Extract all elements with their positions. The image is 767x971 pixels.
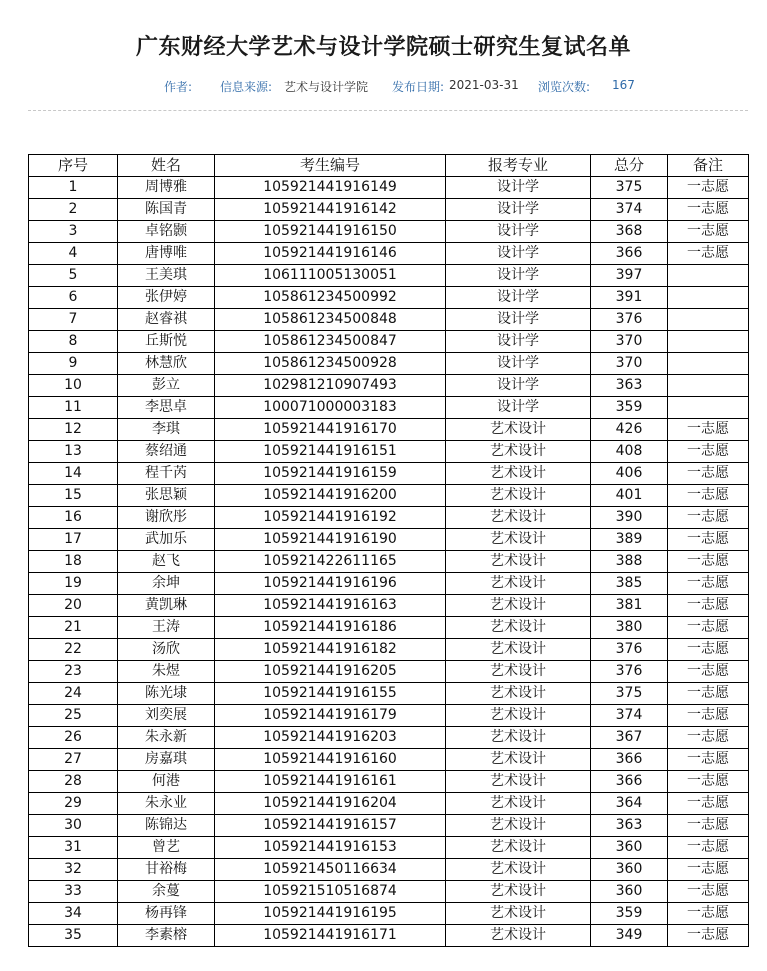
cell-name: 谢欣彤 [118, 507, 215, 529]
cell-remark: 一志愿 [668, 815, 749, 837]
cell-remark: 一志愿 [668, 639, 749, 661]
cell-remark: 一志愿 [668, 771, 749, 793]
cell-index: 33 [29, 881, 118, 903]
cell-index: 13 [29, 441, 118, 463]
cell-remark [668, 397, 749, 419]
cell-major: 艺术设计 [446, 771, 591, 793]
cell-name: 汤欣 [118, 639, 215, 661]
cell-index: 1 [29, 177, 118, 199]
table-row [29, 705, 749, 727]
cell-remark: 一志愿 [668, 463, 749, 485]
cell-name: 陈锦达 [118, 815, 215, 837]
cell-candidate-id: 105861234500928 [215, 353, 446, 375]
cell-major: 艺术设计 [446, 617, 591, 639]
table-row [29, 925, 749, 947]
cell-name: 余坤 [118, 573, 215, 595]
table-row [29, 353, 749, 375]
cell-name: 黄凯琳 [118, 595, 215, 617]
cell-score: 367 [591, 727, 668, 749]
cell-name: 曾艺 [118, 837, 215, 859]
table-row [29, 243, 749, 265]
cell-candidate-id: 105921441916179 [215, 705, 446, 727]
cell-score: 366 [591, 749, 668, 771]
cell-remark: 一志愿 [668, 705, 749, 727]
table-row [29, 265, 749, 287]
cell-name: 朱永业 [118, 793, 215, 815]
cell-remark: 一志愿 [668, 177, 749, 199]
cell-index: 19 [29, 573, 118, 595]
cell-major: 艺术设计 [446, 419, 591, 441]
cell-score: 370 [591, 353, 668, 375]
cell-remark: 一志愿 [668, 903, 749, 925]
cell-major: 艺术设计 [446, 859, 591, 881]
cell-score: 401 [591, 485, 668, 507]
cell-index: 31 [29, 837, 118, 859]
cell-name: 张伊婷 [118, 287, 215, 309]
cell-major: 艺术设计 [446, 507, 591, 529]
cell-index: 10 [29, 375, 118, 397]
cell-index: 24 [29, 683, 118, 705]
cell-candidate-id: 105921441916192 [215, 507, 446, 529]
cell-candidate-id: 105921441916157 [215, 815, 446, 837]
cell-index: 7 [29, 309, 118, 331]
cell-major: 艺术设计 [446, 815, 591, 837]
cell-remark: 一志愿 [668, 419, 749, 441]
cell-candidate-id: 105921441916159 [215, 463, 446, 485]
cell-index: 34 [29, 903, 118, 925]
cell-score: 360 [591, 859, 668, 881]
page-title: 广东财经大学艺术与设计学院硕士研究生复试名单 [135, 35, 631, 60]
table-row [29, 485, 749, 507]
cell-name: 林慧欣 [118, 353, 215, 375]
cell-index: 26 [29, 727, 118, 749]
cell-index: 32 [29, 859, 118, 881]
header-remark: 备注 [668, 155, 749, 177]
cell-name: 房嘉琪 [118, 749, 215, 771]
cell-name: 刘奕展 [118, 705, 215, 727]
cell-name: 蔡绍通 [118, 441, 215, 463]
cell-candidate-id: 105921510516874 [215, 881, 446, 903]
table-row [29, 507, 749, 529]
cell-major: 艺术设计 [446, 485, 591, 507]
cell-remark [668, 331, 749, 353]
cell-score: 359 [591, 397, 668, 419]
cell-remark: 一志愿 [668, 727, 749, 749]
cell-index: 30 [29, 815, 118, 837]
cell-index: 35 [29, 925, 118, 947]
cell-score: 374 [591, 199, 668, 221]
cell-remark [668, 309, 749, 331]
cell-candidate-id: 105921441916182 [215, 639, 446, 661]
cell-index: 5 [29, 265, 118, 287]
cell-major: 艺术设计 [446, 529, 591, 551]
cell-score: 360 [591, 881, 668, 903]
table-row [29, 771, 749, 793]
cell-major: 艺术设计 [446, 837, 591, 859]
cell-major: 艺术设计 [446, 551, 591, 573]
cell-major: 艺术设计 [446, 749, 591, 771]
table-row [29, 617, 749, 639]
cell-name: 张思颖 [118, 485, 215, 507]
cell-score: 376 [591, 661, 668, 683]
cell-remark: 一志愿 [668, 859, 749, 881]
source-label: 信息来源: [220, 80, 273, 94]
header-score: 总分 [591, 155, 668, 177]
cell-remark [668, 375, 749, 397]
cell-name: 唐博唯 [118, 243, 215, 265]
cell-candidate-id: 105921441916171 [215, 925, 446, 947]
cell-name: 程千芮 [118, 463, 215, 485]
cell-index: 6 [29, 287, 118, 309]
cell-name: 李思卓 [118, 397, 215, 419]
cell-remark: 一志愿 [668, 507, 749, 529]
cell-name: 周博雅 [118, 177, 215, 199]
cell-candidate-id: 106111005130051 [215, 265, 446, 287]
cell-name: 赵睿祺 [118, 309, 215, 331]
cell-remark: 一志愿 [668, 837, 749, 859]
table-row [29, 683, 749, 705]
cell-score: 426 [591, 419, 668, 441]
cell-major: 艺术设计 [446, 441, 591, 463]
cell-candidate-id: 105921441916160 [215, 749, 446, 771]
table-row [29, 551, 749, 573]
table-row [29, 441, 749, 463]
cell-candidate-id: 105861234500992 [215, 287, 446, 309]
cell-candidate-id: 102981210907493 [215, 375, 446, 397]
table-row [29, 331, 749, 353]
cell-remark: 一志愿 [668, 683, 749, 705]
cell-remark: 一志愿 [668, 243, 749, 265]
cell-candidate-id: 105921441916195 [215, 903, 446, 925]
cell-score: 366 [591, 243, 668, 265]
cell-score: 388 [591, 551, 668, 573]
cell-candidate-id: 105861234500848 [215, 309, 446, 331]
cell-name: 何港 [118, 771, 215, 793]
cell-score: 360 [591, 837, 668, 859]
table-row [29, 199, 749, 221]
table-row [29, 903, 749, 925]
cell-index: 8 [29, 331, 118, 353]
cell-remark: 一志愿 [668, 441, 749, 463]
cell-name: 武加乐 [118, 529, 215, 551]
cell-candidate-id: 105921450116634 [215, 859, 446, 881]
cell-candidate-id: 105921441916203 [215, 727, 446, 749]
cell-name: 陈国青 [118, 199, 215, 221]
cell-major: 设计学 [446, 287, 591, 309]
views-label: 浏览次数: [538, 80, 591, 94]
cell-name: 赵飞 [118, 551, 215, 573]
cell-score: 391 [591, 287, 668, 309]
table-row [29, 859, 749, 881]
cell-index: 28 [29, 771, 118, 793]
cell-major: 艺术设计 [446, 793, 591, 815]
table-row [29, 419, 749, 441]
cell-major: 设计学 [446, 375, 591, 397]
table-row [29, 749, 749, 771]
cell-index: 3 [29, 221, 118, 243]
cell-remark [668, 287, 749, 309]
cell-name: 李素榕 [118, 925, 215, 947]
cell-index: 16 [29, 507, 118, 529]
cell-score: 368 [591, 221, 668, 243]
cell-score: 376 [591, 639, 668, 661]
cell-index: 15 [29, 485, 118, 507]
cell-major: 艺术设计 [446, 573, 591, 595]
cell-major: 设计学 [446, 331, 591, 353]
table-row [29, 287, 749, 309]
cell-remark: 一志愿 [668, 199, 749, 221]
cell-candidate-id: 105921441916205 [215, 661, 446, 683]
table-header-row [29, 155, 749, 177]
divider [28, 110, 748, 111]
cell-major: 设计学 [446, 199, 591, 221]
cell-index: 27 [29, 749, 118, 771]
cell-remark [668, 353, 749, 375]
cell-index: 11 [29, 397, 118, 419]
article-meta [0, 78, 767, 96]
views-value: 167 [612, 78, 635, 92]
table-row [29, 463, 749, 485]
cell-remark: 一志愿 [668, 551, 749, 573]
cell-major: 艺术设计 [446, 463, 591, 485]
table-row [29, 815, 749, 837]
cell-major: 艺术设计 [446, 925, 591, 947]
cell-score: 375 [591, 683, 668, 705]
cell-remark: 一志愿 [668, 793, 749, 815]
cell-major: 艺术设计 [446, 595, 591, 617]
cell-candidate-id: 105921441916153 [215, 837, 446, 859]
cell-major: 设计学 [446, 177, 591, 199]
cell-score: 408 [591, 441, 668, 463]
cell-name: 朱永新 [118, 727, 215, 749]
cell-remark: 一志愿 [668, 617, 749, 639]
cell-score: 376 [591, 309, 668, 331]
cell-score: 397 [591, 265, 668, 287]
author-label: 作者: [164, 80, 193, 94]
cell-candidate-id: 105921441916161 [215, 771, 446, 793]
cell-major: 设计学 [446, 397, 591, 419]
table-row [29, 177, 749, 199]
cell-remark: 一志愿 [668, 595, 749, 617]
cell-index: 18 [29, 551, 118, 573]
cell-candidate-id: 105921441916200 [215, 485, 446, 507]
cell-score: 375 [591, 177, 668, 199]
cell-name: 杨再锋 [118, 903, 215, 925]
cell-index: 22 [29, 639, 118, 661]
header-name: 姓名 [118, 155, 215, 177]
cell-index: 12 [29, 419, 118, 441]
cell-index: 14 [29, 463, 118, 485]
cell-index: 25 [29, 705, 118, 727]
table-row [29, 221, 749, 243]
date-value: 2021-03-31 [449, 78, 519, 92]
cell-remark: 一志愿 [668, 749, 749, 771]
cell-score: 359 [591, 903, 668, 925]
header-major: 报考专业 [446, 155, 591, 177]
cell-remark: 一志愿 [668, 573, 749, 595]
cell-remark: 一志愿 [668, 661, 749, 683]
cell-score: 374 [591, 705, 668, 727]
cell-score: 389 [591, 529, 668, 551]
cell-score: 366 [591, 771, 668, 793]
cell-score: 381 [591, 595, 668, 617]
cell-major: 设计学 [446, 265, 591, 287]
cell-major: 设计学 [446, 243, 591, 265]
cell-score: 363 [591, 815, 668, 837]
table-row [29, 639, 749, 661]
cell-candidate-id: 105921441916146 [215, 243, 446, 265]
cell-major: 艺术设计 [446, 903, 591, 925]
cell-remark: 一志愿 [668, 221, 749, 243]
cell-major: 艺术设计 [446, 639, 591, 661]
table-row [29, 397, 749, 419]
cell-candidate-id: 105921441916196 [215, 573, 446, 595]
cell-name: 王涛 [118, 617, 215, 639]
table-row [29, 375, 749, 397]
cell-major: 设计学 [446, 221, 591, 243]
cell-score: 370 [591, 331, 668, 353]
cell-name: 李琪 [118, 419, 215, 441]
cell-score: 363 [591, 375, 668, 397]
table-row [29, 309, 749, 331]
cell-score: 406 [591, 463, 668, 485]
header-candidate-id: 考生编号 [215, 155, 446, 177]
table-row [29, 727, 749, 749]
cell-name: 甘裕梅 [118, 859, 215, 881]
cell-candidate-id: 105861234500847 [215, 331, 446, 353]
cell-index: 9 [29, 353, 118, 375]
cell-candidate-id: 105921441916163 [215, 595, 446, 617]
candidate-table [28, 154, 749, 947]
table-row [29, 793, 749, 815]
cell-index: 20 [29, 595, 118, 617]
cell-candidate-id: 105921441916149 [215, 177, 446, 199]
header-index: 序号 [29, 155, 118, 177]
cell-major: 艺术设计 [446, 881, 591, 903]
cell-candidate-id: 105921441916142 [215, 199, 446, 221]
cell-index: 23 [29, 661, 118, 683]
cell-major: 设计学 [446, 309, 591, 331]
cell-name: 朱煜 [118, 661, 215, 683]
cell-name: 余蔓 [118, 881, 215, 903]
cell-remark: 一志愿 [668, 881, 749, 903]
cell-remark [668, 265, 749, 287]
cell-score: 385 [591, 573, 668, 595]
cell-name: 王美琪 [118, 265, 215, 287]
table-row [29, 881, 749, 903]
cell-name: 陈光埭 [118, 683, 215, 705]
cell-candidate-id: 105921441916190 [215, 529, 446, 551]
cell-candidate-id: 105921441916155 [215, 683, 446, 705]
table-row [29, 595, 749, 617]
cell-candidate-id: 105921441916151 [215, 441, 446, 463]
cell-candidate-id: 105921441916170 [215, 419, 446, 441]
cell-remark: 一志愿 [668, 485, 749, 507]
cell-score: 364 [591, 793, 668, 815]
cell-score: 380 [591, 617, 668, 639]
cell-score: 349 [591, 925, 668, 947]
date-label: 发布日期: [392, 80, 445, 94]
cell-index: 4 [29, 243, 118, 265]
cell-index: 29 [29, 793, 118, 815]
cell-score: 390 [591, 507, 668, 529]
table-body [29, 177, 749, 947]
cell-candidate-id: 105921422611165 [215, 551, 446, 573]
table-row [29, 837, 749, 859]
cell-major: 艺术设计 [446, 683, 591, 705]
cell-remark: 一志愿 [668, 925, 749, 947]
source-value: 艺术与设计学院 [284, 80, 369, 94]
cell-remark: 一志愿 [668, 529, 749, 551]
table-row [29, 529, 749, 551]
cell-candidate-id: 100071000003183 [215, 397, 446, 419]
cell-name: 卓铭颢 [118, 221, 215, 243]
cell-index: 2 [29, 199, 118, 221]
cell-major: 艺术设计 [446, 727, 591, 749]
cell-candidate-id: 105921441916186 [215, 617, 446, 639]
cell-major: 艺术设计 [446, 661, 591, 683]
cell-candidate-id: 105921441916150 [215, 221, 446, 243]
cell-name: 彭立 [118, 375, 215, 397]
cell-candidate-id: 105921441916204 [215, 793, 446, 815]
table-row [29, 661, 749, 683]
cell-name: 丘斯悦 [118, 331, 215, 353]
cell-index: 21 [29, 617, 118, 639]
cell-major: 艺术设计 [446, 705, 591, 727]
cell-index: 17 [29, 529, 118, 551]
table-row [29, 573, 749, 595]
cell-major: 设计学 [446, 353, 591, 375]
